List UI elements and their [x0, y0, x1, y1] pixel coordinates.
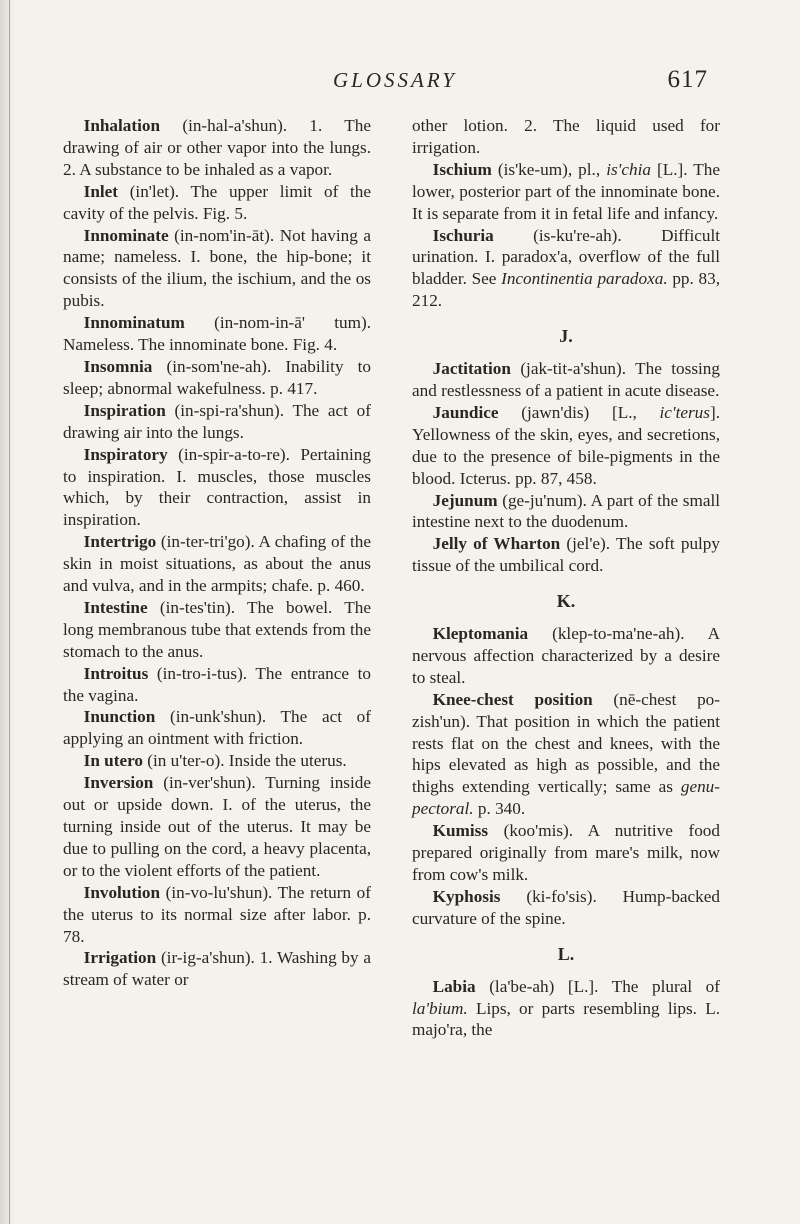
entry-definition: (is-ku're-ah). Difficult urination. I. paradox'a, overflow of the full bladder. See: [412, 225, 720, 289]
entry-definition-rest: [L.]. The lower, posterior part of the innominate bone. It is separate from it in fetal life and infancy.: [412, 159, 721, 223]
section-letter-l: L.: [557, 943, 575, 964]
entry-definition-rest: pp. 83, 212.: [412, 269, 721, 311]
entry-definition: (in-unk'shun). The act of applying an ointment with friction.: [63, 707, 371, 749]
entry-italic: Incontinentia paradoxa.: [501, 269, 668, 289]
entry-term: Jelly of Wharton: [432, 534, 561, 554]
entry-definition: (jel'e). The soft pulpy tissue of the umbilical cord.: [412, 534, 720, 576]
entry-definition-rest: p. 340.: [473, 799, 526, 819]
section-letter-j: J.: [559, 326, 573, 347]
entry-definition: (in-spir-a-to-re). Pertaining to inspiration. I. muscles, those muscles which, by their contraction, assist in inspiration.: [63, 444, 371, 530]
entry-definition-rest: Lips, or parts resembling lips. L. majo'ra, the: [412, 998, 720, 1040]
entry-term: Inunction: [83, 707, 156, 727]
entry-term: Intertrigo: [83, 532, 157, 552]
entry-term: Ischium: [432, 159, 492, 179]
glossary-entry: [63, 115, 371, 181]
entry-definition-rest: ]. Yellowness of the skin, eyes, and secretions, due to the presence of bile-pigments in the blood. Icterus. pp. 87, 458.: [412, 402, 720, 488]
glossary-entry: [63, 597, 371, 663]
entry-term: Ischuria: [432, 225, 494, 245]
entry-italic: ic'terus: [659, 402, 710, 422]
glossary-entry: [63, 772, 371, 882]
section-letter-k: K.: [556, 591, 576, 612]
entry-term: Kleptomania: [432, 624, 529, 644]
glossary-entry: [63, 312, 371, 356]
entry-term: In utero: [83, 751, 143, 771]
glossary-entry: [63, 181, 371, 225]
entry-definition: (is'ke-um), pl.,: [491, 159, 607, 179]
page-number: 617: [667, 66, 708, 93]
glossary-entry: [63, 882, 371, 948]
entry-term: Jaundice: [432, 402, 499, 422]
glossary-entry: [63, 706, 371, 750]
entry-definition: (in-tro-i-tus). The entrance to the vagina.: [63, 663, 371, 705]
entry-definition: (klep-to-ma'ne-ah). A nervous affection characterized by a desire to steal.: [412, 624, 720, 687]
entry-term: Inhalation: [83, 116, 161, 135]
glossary-entry: [412, 976, 720, 1042]
entry-italic: genu-pectoral.: [412, 777, 720, 819]
glossary-entry: [63, 444, 371, 532]
entry-definition: (in u'ter-o). Inside the uterus.: [143, 751, 347, 771]
entry-definition: (in-spi-ra'shun). The act of drawing air into the lungs.: [63, 400, 371, 442]
entry-term: Intestine: [83, 597, 148, 617]
page-binding-edge: [9, 0, 10, 1224]
entry-term: Jejunum: [432, 490, 498, 510]
glossary-entry: [63, 531, 371, 597]
glossary-entry: [63, 356, 371, 400]
entry-term: Insomnia: [83, 356, 153, 376]
glossary-entry: [412, 402, 720, 490]
entry-continuation: other lotion. 2. The liquid used for irrigation.: [412, 116, 720, 157]
glossary-entry: [63, 400, 371, 444]
glossary-entry: [412, 358, 720, 402]
entry-definition: (la'be-ah) [L.]. The plural of: [475, 976, 720, 996]
entry-term: Labia: [432, 976, 476, 996]
entry-definition: (jak-tit-a'shun). The tossing and restlessness of a patient in acute disease.: [412, 359, 720, 400]
entry-term: Inversion: [83, 773, 154, 793]
entry-definition: (in'let). The upper limit of the cavity of the pelvis. Fig. 5.: [63, 181, 371, 223]
entry-definition: (ir-ig-a'shun). 1. Washing by a stream of water or: [63, 948, 371, 990]
glossary-entry: [412, 159, 720, 225]
running-head-title: GLOSSARY: [333, 68, 457, 92]
entry-definition: (nē-chest po-zish'un). That position in which the patient rests flat on the chest and knees, with the hips elevated as high as possible, and the thighs extending vertically; same as: [412, 689, 720, 797]
entry-definition: (in-nom'in-āt). Not having a name; nameless. I. bone, the hip-bone; it consists of the ilium, the ischium, and the os pubis.: [63, 225, 371, 311]
entry-definition: (in-ter-tri'go). A chafing of the skin in moist situations, as about the anus and vulva, and in the armpits; chafe. p. 460.: [63, 532, 371, 596]
left-column: [63, 115, 371, 991]
entry-definition: (ge-ju'num). A part of the small intestine next to the duodenum.: [412, 490, 720, 532]
glossary-entry: [412, 490, 720, 534]
entry-definition: (jawn'dis) [L.,: [498, 402, 660, 422]
glossary-entry: [63, 663, 371, 707]
entry-definition: (in-ver'shun). Turning inside out or upside down. I. of the uterus, the turning inside out of the uterus. It may be due to pulling on the cord, a heavy placenta, or to the violent efforts of the patient.: [63, 773, 371, 880]
right-column: [412, 115, 720, 1041]
entry-definition: (koo'mis). A nutritive food prepared originally from mare's milk, now from cow's milk.: [412, 821, 720, 884]
entry-definition: (in-vo-lu'shun). The return of the uterus to its normal size after labor. p. 78.: [63, 882, 371, 946]
entry-definition: (ki-fo'sis). Hump-backed curvature of the spine.: [412, 886, 720, 928]
glossary-entry: [412, 886, 720, 930]
entry-definition: (in-tes'tin). The bowel. The long membranous tube that extends from the stomach to the anus.: [63, 597, 371, 661]
entry-definition: (in-hal-a'shun). 1. The drawing of air or other vapor into the lungs. 2. A substance to be inhaled as a vapor.: [63, 116, 371, 179]
entry-term: Inspiration: [83, 400, 166, 420]
entry-term: Knee-chest position: [432, 689, 593, 709]
entry-term: Irrigation: [83, 948, 157, 968]
entry-definition: (in-som'ne-ah). Inability to sleep; abnormal wakefulness. p. 417.: [63, 356, 371, 398]
entry-term: Kyphosis: [432, 886, 501, 906]
entry-term: Inlet: [83, 181, 118, 201]
entry-term: Kumiss: [432, 821, 489, 841]
glossary-entry: [63, 947, 371, 991]
entry-term: Introitus: [83, 663, 149, 683]
entry-term: Innominate: [83, 225, 169, 245]
glossary-entry: [63, 225, 371, 313]
entry-term: Inspiratory: [83, 444, 168, 464]
glossary-entry: [412, 533, 720, 577]
entry-italic: is'chia: [606, 159, 651, 179]
glossary-entry: [412, 623, 720, 689]
entry-term: Innominatum: [83, 313, 185, 333]
page-binding-shadow: [0, 0, 14, 1224]
entry-italic: la'bium.: [412, 998, 468, 1018]
glossary-entry: [412, 820, 720, 886]
glossary-entry: [412, 225, 720, 313]
entry-term: Involution: [83, 882, 161, 902]
glossary-entry: [63, 750, 371, 772]
running-head: [80, 68, 710, 108]
entry-definition: (in-nom-in-ā' tum). Nameless. The innominate bone. Fig. 4.: [63, 313, 371, 355]
glossary-entry: [412, 689, 720, 820]
entry-term: Jactitation: [432, 359, 511, 379]
